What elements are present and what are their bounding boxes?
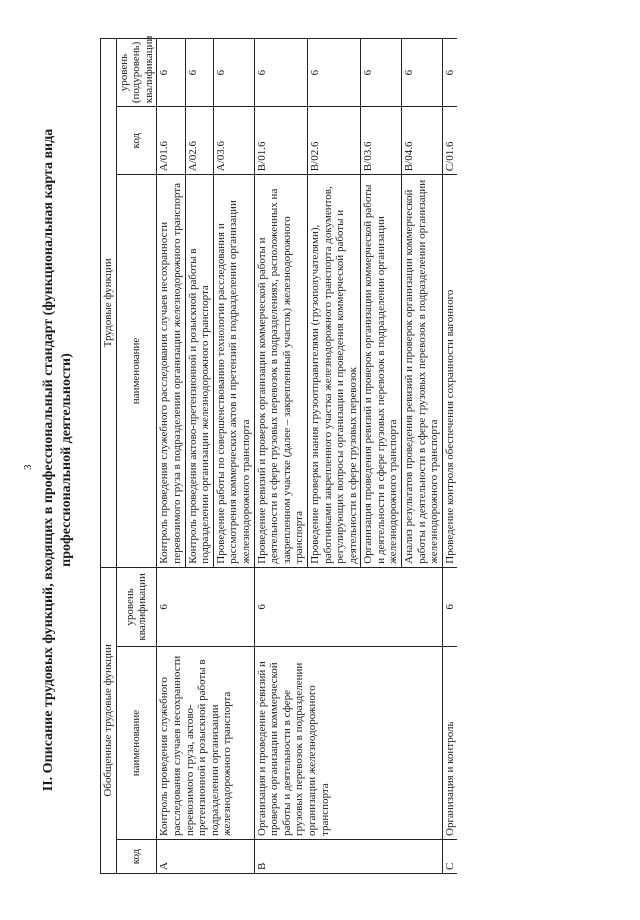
function-name: Контроль проведения служебного расследования случаев несохранности перевозимого груза в подразделении организации железнодорожного транспорта xyxy=(157,175,185,568)
function-name: Контроль проведения актово-претензионной и розыскной работы в подразделении организации железнодорожного транспорта xyxy=(185,175,213,568)
function-code: A/01.6 xyxy=(157,107,185,175)
group-name: Организация и проведение ревизий и проверок организации коммерческой работы и деятельности в сфере грузовых перевозок в подразделении организации железнодорожного транспорта xyxy=(254,647,442,840)
function-name: Анализ результатов проведения ревизий и проверок организации коммерческой работы и деятельности в сфере грузовых перевозок в подразделении организации железнодорожного транспорта xyxy=(402,175,443,568)
header-name: наименование xyxy=(116,647,157,840)
section-title: II. Описание трудовых функций, входящих в профессиональный стандарт (функциональная карта вида профессиональной деятельности) xyxy=(41,128,74,792)
function-code: B/03.6 xyxy=(361,107,402,175)
function-level: 6 xyxy=(213,39,254,107)
page-number: 3 xyxy=(22,464,34,470)
group-code: С xyxy=(442,839,457,873)
functional-map-table xyxy=(100,35,457,874)
header-row-2 xyxy=(116,39,157,874)
group-code: В xyxy=(254,839,442,873)
function-level: 6 xyxy=(402,39,443,107)
header-labor-name: наименование xyxy=(116,175,157,568)
function-level: 6 xyxy=(185,39,213,107)
function-code: B/01.6 xyxy=(254,107,307,175)
function-code: B/02.6 xyxy=(307,107,360,175)
function-code: A/03.6 xyxy=(213,107,254,175)
function-name: Организация проведения ревизий и проверок организации коммерческой работы и деятельности в сфере грузовых перевозок в подразделении организации железнодорожного транспорта xyxy=(361,175,402,568)
header-row-1 xyxy=(101,39,117,874)
group-name: Контроль проведения служебного расследования случаев несохранности перевозимого груза, актово-претензионной и розыскной работы в подразделении организации железнодорожного транспорта xyxy=(157,647,254,840)
function-name: Проведение ревизий и проверок организации коммерческой работы и деятельности в сфере грузовых перевозок в подразделениях, расположенных на закрепленном участке (далее – закрепленный участок) железнодорожного транспорта xyxy=(254,175,307,568)
function-level: 6 xyxy=(442,39,457,107)
group-name: Организация и контроль xyxy=(442,647,457,840)
group-level: 6 xyxy=(254,567,442,646)
group-level: 6 xyxy=(442,567,457,646)
function-name: Проведение проверки знания грузоотправителями (грузополучателями), работниками закрепленного участка железнодорожного транспорта документов, регулирующих вопросы организации и проведения коммерческой работы и деятельности в сфере грузовых перевозок xyxy=(307,175,360,568)
table-row xyxy=(157,39,185,874)
function-level: 6 xyxy=(361,39,402,107)
group-level: 6 xyxy=(157,567,254,646)
header-labor: Трудовые функции xyxy=(101,39,117,568)
header-code: код xyxy=(116,839,157,873)
function-code: B/04.6 xyxy=(402,107,443,175)
function-level: 6 xyxy=(157,39,185,107)
header-labor-sublevel: уровень (подуровень) квалификации xyxy=(116,39,157,107)
table-row xyxy=(254,39,307,874)
function-name: Проведение работы по совершенствованию технологии расследования и рассмотрения коммерческих актов и претензий в подразделении организации железнодорожного транспорта xyxy=(213,175,254,568)
header-level: уровень квалификации xyxy=(116,567,157,646)
function-code: C/01.6 xyxy=(442,107,457,175)
table-row xyxy=(442,39,457,874)
function-level: 6 xyxy=(307,39,360,107)
function-code: A/02.6 xyxy=(185,107,213,175)
group-code: А xyxy=(157,839,254,873)
header-labor-code: код xyxy=(116,107,157,175)
function-level: 6 xyxy=(254,39,307,107)
header-generalized: Обобщенные трудовые функции xyxy=(101,567,117,873)
function-name: Проведение контроля обеспечения сохранности вагонного xyxy=(442,175,457,568)
